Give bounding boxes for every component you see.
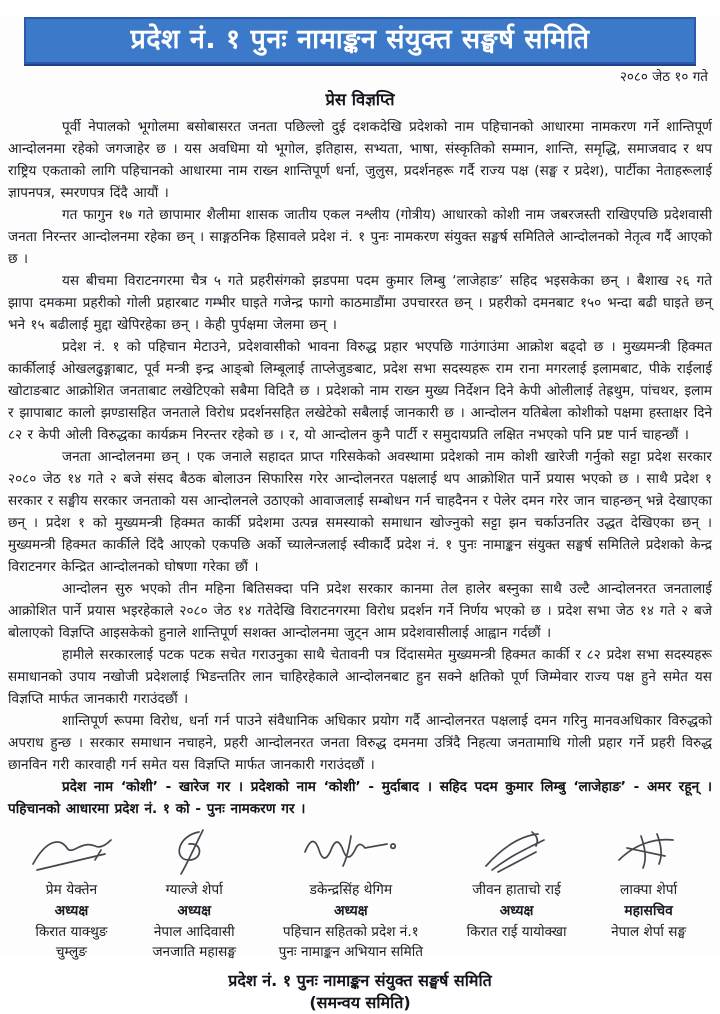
signatory-org: किरात याक्थुङ चुम्लुङ [35,924,108,961]
signature-image [159,826,229,878]
signatory-role: अध्यक्ष [54,903,89,920]
body-paragraph: यस बीचमा विराटनगरमा चैत्र ५ गते प्रहरीसंगको झडपमा पदम कुमार लिम्बु ‘लाजेहाङ’ सहिद भइसकेका छन् । बैशाख २६ गते झापा दमकमा प्रहरीको गोली प्रहारबाट गम्भीर घाइते गजेन्द्र फागो काठमाडौंमा उपचाररत छन् । प्रहरीको दमनबाट १५० भन्दा बढी घाइते छन् भने १५ बढीलाई मुद्दा खेपिरहेका छन् । केही पुर्पक्षमा जेलमा छन् । [8,273,712,334]
signature-row [10,826,710,962]
signature-image [607,826,691,878]
body-paragraph: प्रदेश नं. १ को पहिचान मेटाउने, प्रदेशवासीको भावना विरुद्ध प्रहार भएपछि गाउंगाउंमा आक्रोश बढ्दो छ । मुख्यमन्त्री हिक्मत कार्कीलाई ओखलढुङ्गाबाट, पूर्व मन्त्री इन्द्र आङ्बो लिम्बूलाई ताप्लेजुङबाट, प्रदेश सभा सदस्यहरू राम राना मगरलाई इलामबाट, पीके राईलाई खोटाङबाट आक्रोशित जनताबाट लखेटिएको सबैमा विदितै छ । प्रदेशको नाम राख्न मुख्य निर्देशन दिने केपी ओलीलाई तेह्रथुम, पांचथर, इलाम र झापाबाट कालो झण्डासहित जनताले विरोध प्रदर्शनसहित लखेटेको सबैलाई जानकारी छ । आन्दोलन यतिबेला कोशीको पक्षमा हस्ताक्षर दिने ८२ र केपी ओली विरुद्धका कार्यक्रम निरन्तर रहेको छ । र, यो आन्दोलन कुनै पार्टी र समुदायप्रति लक्षित नभएको पनि प्रष्ट पार्न चाहन्छौं । [8,339,712,444]
body-paragraph: पूर्वी नेपालको भूगोलमा बसोबासरत जनता पछिल्लो दुई दशकदेखि प्रदेशको नाम पहिचानको आधारमा नामकरण गर्ने शान्तिपूर्ण आन्दोलनमा रहेको जगजाहेर छ । यस अवधिमा यो भूगोल, इतिहास, सभ्यता, भाषा, संस्कृतिको सम्मान, शान्ति, समृद्धि, समाजवाद र थप राष्ट्रिय एकताको लागि पहिचानको आधारमा नाम राख्न शान्तिपूर्ण धर्ना, जुलुस, प्रदर्शनहरू गर्दै राज्य पक्ष (सङ्घ र प्रदेश), पार्टीका नेताहरूलाई ज्ञापनपत्र, स्मरणपत्र दिंदै आयौं । [8,119,712,202]
body-paragraph: जनता आन्दोलनमा छन् । एक जनाले सहादत प्राप्त गरिसकेको अवस्थामा प्रदेशको नाम कोशी खारेजी गर्नुको सट्टा प्रदेश सरकार २०८० जेठ १४ गते २ बजे संसद बैठक बोलाउन सिफारिस गरेर आन्दोलनरत पक्षलाई थप आक्रोशित पार्ने प्रयास भएको छ । साथै प्रदेश १ सरकार र सङ्घीय सरकार जनताको यस आन्दोलनले उठाएको आवाजलाई सम्बोधन गर्न चाहदैनन र पेलेर दमन गरेर जान चाहन्छन् भन्ने देखाएका छन् । प्रदेश १ को मुख्यमन्त्री हिक्मत कार्की प्रदेशमा उत्पन्न समस्याको समाधान खोज्नुको सट्टा झन चर्काउनतिर उद्धत देखिएका छन् । मुख्यमन्त्री हिक्मत कार्कीले दिंदै आएको एकपछि अर्को च्यालेन्जलाई स्वीकार्दै प्रदेश नं. १ पुनः नामाङ्कन संयुक्त सङ्घर्ष समितिले प्रदेशको केन्द्र विराटनगर केन्द्रित आन्दोलनको घोषणा गरेका छौं । [8,449,712,576]
signatory-org: नेपाल आदिवासी जनजाति महासङ्घ [152,924,236,961]
body-text [8,116,712,820]
signatory-block [446,826,587,962]
signatory-name: लाक्पा शेर्पा [620,882,678,899]
signatory-role: अध्यक्ष [499,903,534,920]
body-paragraph: आन्दोलन सुरु भएको तीन महिना बितिसक्दा पनि प्रदेश सरकार कानमा तेल हालेर बस्नुका साथै उल्टै आन्दोलनरत जनतालाई आक्रोशित पार्ने प्रयास भइरहेकाले २०८० जेठ १४ गतेदेखि विराटनगरमा विरोध प्रदर्शन गर्ने निर्णय भएको छ । प्रदेश सभा जेठ १४ गते २ बजे बोलाएको विज्ञप्ति आइसकेको हुनाले शान्तिपूर्ण सशक्त आन्दोलनमा जुट्न आम प्रदेशवासीलाई आह्वान गर्दछौं । [8,581,712,642]
signatory-org: नेपाल शेर्पा सङ्घ [611,924,687,941]
press-release-document [0,17,720,1013]
slogan-paragraph: प्रदेश नाम ‘कोशी’ - खारेज गर । प्रदेशको नाम ‘कोशी’ - मुर्दाबाद । सहिद पदम कुमार लिम्बु ‘लाजेहाङ’ - अमर रहून् । पहिचानको आधारमा प्रदेश नं. १ को - पुनः नामकरण गर । [8,779,712,818]
committee-title: प्रदेश नं. १ पुनः नामाङ्कन संयुक्त सङ्घर्ष समिति [130,24,590,55]
body-paragraph: शान्तिपूर्ण रूपमा विरोध, धर्ना गर्न पाउने संवैधानिक अधिकार प्रयोग गर्दै आन्दोलनरत पक्षलाई दमन गरिनु मानवअधिकार विरुद्धको अपराध हुन्छ । सरकार समाधान नचाहने, प्रहरी आन्दोलनरत जनता विरुद्ध दमनमा उत्रिंदै निहत्या जनतामाथि गोली प्रहार गर्ने प्रहरी विरुद्ध छानविन गरी कारवाही गर्न समेत यस विज्ञप्ति मार्फत जानकारी गराउंदछौं । [8,713,712,774]
title-banner [24,17,696,64]
signatory-name: जीवन हाताचो राई [472,882,561,899]
signatory-block [133,826,256,962]
signature-image [25,826,117,878]
body-paragraph: गत फागुन १७ गते छापामार शैलीमा शासक जातीय एकल नश्लीय (गोत्रीय) आधारको कोशी नाम जबरजस्ती राखिएपछि प्रदेशवासी जनता निरन्तर आन्दोलनमा रहेका छन् । साङ्गठनिक हिसावले प्रदेश नं. १ पुनः नामकरण संयुक्त सङ्घर्ष समितिले आन्दोलनको नेतृत्व गर्दै आएको छ । [8,207,712,268]
signatory-block [256,826,446,962]
signatory-block [587,826,710,962]
footer-committee-name: प्रदेश नं. १ पुनः नामाङ्कन संयुक्त सङ्घर्ष समिति [228,971,492,991]
signatory-block [10,826,133,962]
signatory-name: ग्याल्जे शेर्पा [165,882,223,899]
signature-image [291,826,411,878]
signatory-role: महासचिव [624,903,673,920]
footer-committee [0,970,720,1014]
signatory-name: डकेन्द्रसिंह थेगिम [309,882,393,899]
signatory-role: अध्यक्ष [177,903,212,920]
release-date: २०८० जेठ १० गते [619,69,708,86]
signature-image [472,826,562,878]
press-release-heading: प्रेस विज्ञप्ति [325,90,395,110]
signatory-org: पहिचान सहितको प्रदेश नं.१ पुनः नामाङ्कन अभियान समिति [278,924,423,961]
body-paragraph: हामीले सरकारलाई पटक पटक सचेत गराउनुका साथै चेतावनी पत्र दिंदासमेत मुख्यमन्त्री हिक्मत कार्की र ८२ प्रदेश सभा सदस्यहरू समाधानको उपाय नखोजी प्रदेशलाई भिडन्ततिर लान चाहिरहेकाले आन्दोलनबाट हुन सक्ने क्षतिको पूर्ण जिम्मेवार राज्य पक्ष हुने समेत यस विज्ञप्ति मार्फत जानकारी गराउंदछौं । [8,647,712,708]
signatory-org: किरात राई यायोक्खा [466,924,567,941]
signatory-role: अध्यक्ष [333,903,368,920]
footer-subtitle: (समन्वय समिति) [309,993,411,1013]
signatory-name: प्रेम येक्तेन [45,882,98,899]
